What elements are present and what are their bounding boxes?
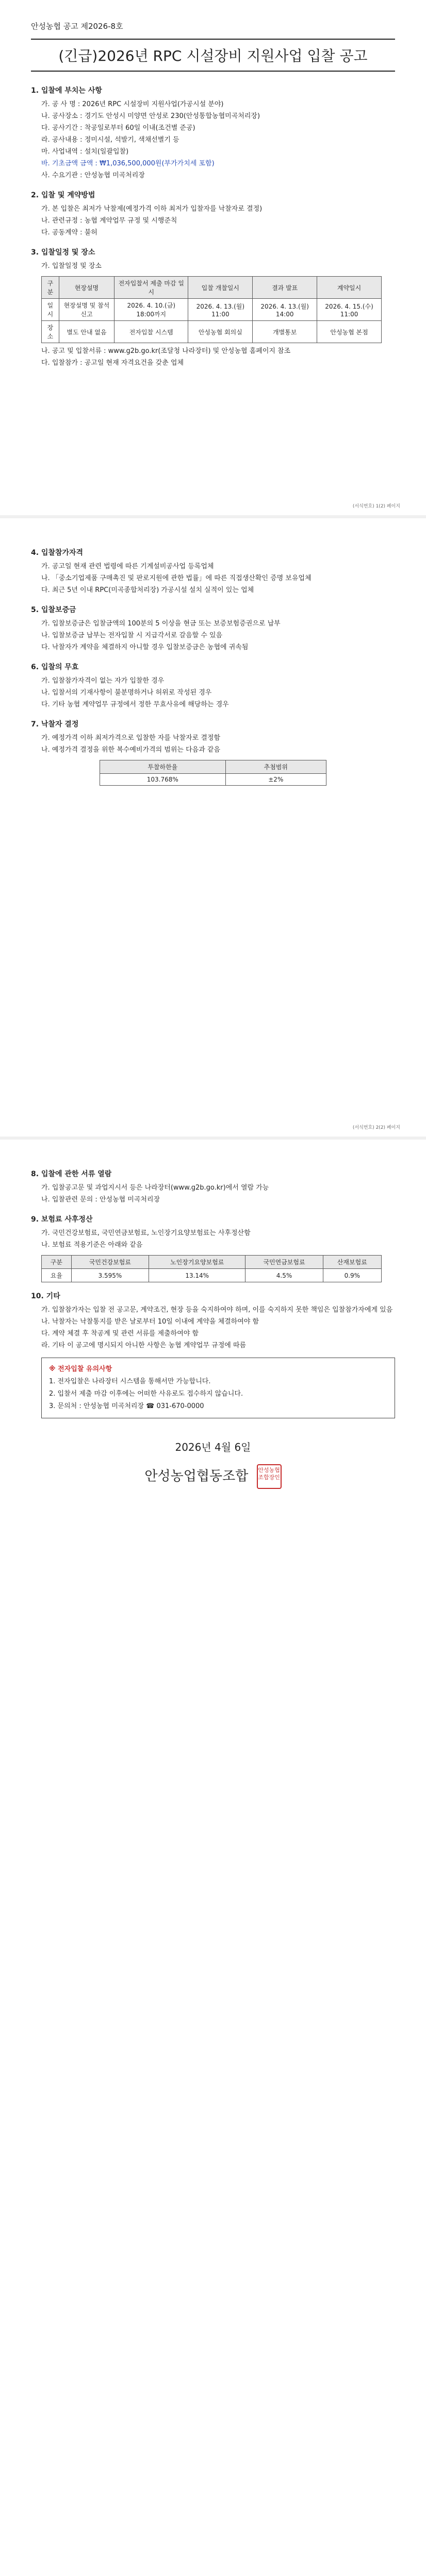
- table-cell: 103.768%: [100, 774, 226, 786]
- s1-line: 나. 공사장소 : 경기도 안성시 미양면 안성로 230(안성통합농협미곡처리장): [41, 112, 260, 120]
- s6-line: 나. 입찰서의 기재사항이 불분명하거나 허위로 작성된 경우: [41, 689, 212, 697]
- table-header: 결과 발표: [253, 277, 317, 299]
- table-header: 계약일시: [317, 277, 382, 299]
- insurance-table: [41, 1255, 382, 1282]
- table-header-row: [42, 277, 382, 299]
- table-cell: 2026. 4. 13.(월) 14:00: [253, 299, 317, 321]
- table-cell: 3.595%: [71, 1269, 149, 1282]
- s6-line: 가. 입찰참가자격이 없는 자가 입찰한 경우: [41, 677, 165, 685]
- table-row: [100, 774, 326, 786]
- s1-line: 가. 공 사 명 : 2026년 RPC 시설장비 지원사업(가공시설 분야): [41, 100, 224, 108]
- table-cell: 전자입찰 시스템: [114, 321, 188, 343]
- table-header: 산재보험료: [323, 1256, 381, 1269]
- s8-line: 가. 입찰공고문 및 과업지시서 등은 나라장터(www.g2b.go.kr)에서 열람 가능: [41, 1184, 269, 1192]
- s9-line: 가. 국민건강보험료, 국민연금보험료, 노인장기요양보험료는 사후정산함: [41, 1229, 251, 1237]
- table-header-row: [100, 760, 326, 774]
- s10-line: 라. 기타 이 공고에 명시되지 아니한 사항은 농협 계약업무 규정에 따름: [41, 1342, 247, 1349]
- s5-line: 나. 입찰보증금 납부는 전자입찰 시 지급각서로 갈음할 수 있음: [41, 632, 223, 639]
- table-cell: ±2%: [225, 774, 326, 786]
- section-10-heading: 10. 기타: [31, 1292, 60, 1300]
- notice-line: 2. 입찰서 제출 마감 이후에는 어떠한 사유로도 접수하지 않습니다.: [49, 1390, 243, 1398]
- table-cell: 안성농협 회의실: [188, 321, 253, 343]
- page-2: [0, 518, 426, 1137]
- table-cell: 0.9%: [323, 1269, 381, 1282]
- organization-name: [31, 1464, 395, 1489]
- table-cell: 별도 안내 없음: [59, 321, 114, 343]
- table-header-row: [42, 1256, 382, 1269]
- s1-line-budget: 바. 기초금액 금액 : ₩1,036,500,000원(부가가치세 포함): [41, 160, 215, 167]
- notice-title: ※ 전자입찰 유의사항: [49, 1365, 112, 1373]
- page-1: [0, 0, 426, 515]
- s4-line: 가. 공고일 현재 관련 법령에 따른 기계설비공사업 등록업체: [41, 563, 214, 570]
- table-cell: 개별통보: [253, 321, 317, 343]
- s5-line: 다. 낙찰자가 계약을 체결하지 아니할 경우 입찰보증금은 농협에 귀속됨: [41, 643, 249, 651]
- table-cell: 요율: [42, 1269, 72, 1282]
- table-cell: 일시: [42, 299, 59, 321]
- table-cell: 2026. 4. 10.(금) 18:00까지: [114, 299, 188, 321]
- table-row: [42, 299, 382, 321]
- organization-label: 안성농업협동조합: [144, 1468, 249, 1484]
- table-cell: 4.5%: [245, 1269, 323, 1282]
- section-4-heading: 4. 입찰참가자격: [31, 549, 84, 557]
- section-7-heading: 7. 낙찰자 결정: [31, 720, 79, 728]
- page-1-content: [31, 21, 395, 369]
- price-range-table: [100, 760, 326, 786]
- table-header: 구분: [42, 277, 59, 299]
- page-footer: (서식번호) 2(2) 페이지: [352, 1125, 400, 1130]
- section-3-heading: 3. 입찰일정 및 장소: [31, 248, 95, 257]
- s3-line: 나. 공고 및 입찰서류 : www.g2b.go.kr(조달청 나라장터) 및 안성농협 홈페이지 참조: [41, 347, 291, 355]
- s4-line: 다. 최근 5년 이내 RPC(미곡종합처리장) 가공시설 설치 실적이 있는 업체: [41, 586, 254, 594]
- table-header: 추첨범위: [225, 760, 326, 774]
- table-cell: 현장설명 및 참석 신고: [59, 299, 114, 321]
- s3-sub: 가. 입찰일정 및 장소: [41, 262, 102, 270]
- notice-line: 1. 전자입찰은 나라장터 시스템을 통해서만 가능합니다.: [49, 1378, 211, 1385]
- s2-line: 나. 관련규정 : 농협 계약업무 규정 및 시행준칙: [41, 217, 177, 225]
- announcement-date: 2026년 4월 6일: [175, 1441, 251, 1453]
- s10-line: 나. 낙찰자는 낙찰통지를 받은 날로부터 10일 이내에 계약을 체결하여야 함: [41, 1318, 259, 1326]
- s2-line: 가. 본 입찰은 최저가 낙찰제(예정가격 이하 최저가 입찰자를 낙찰자로 결정): [41, 205, 263, 213]
- s1-line: 다. 공사기간 : 착공일로부터 60일 이내(조건별 준공): [41, 124, 195, 132]
- page-2-content: [31, 539, 395, 790]
- table-cell: 안성농협 본점: [317, 321, 382, 343]
- section-5-heading: 5. 입찰보증금: [31, 606, 76, 614]
- s1-line: 라. 공사내용 : 정미시설, 석발기, 색채선별기 등: [41, 136, 179, 144]
- s1-line: 마. 사업내역 : 설치(일괄입찰): [41, 148, 129, 156]
- section-6-heading: 6. 입찰의 무효: [31, 663, 79, 671]
- table-header: 투찰하한율: [100, 760, 226, 774]
- notice-box: [41, 1358, 395, 1418]
- table-header: 구분: [42, 1256, 72, 1269]
- table-header: 국민건강보험료: [71, 1256, 149, 1269]
- official-seal-icon: 안성농협조합장인: [257, 1464, 282, 1489]
- page-3-content: [31, 1160, 395, 1489]
- s6-line: 다. 기타 농협 계약업무 규정에서 정한 무효사유에 해당하는 경우: [41, 701, 229, 708]
- s4-line: 나. 「중소기업제품 구매촉진 및 판로지원에 관한 법률」에 따른 직접생산확인 증명 보유업체: [41, 574, 312, 582]
- page-3: [0, 1140, 426, 2576]
- document-number: 안성농협 공고 제2026-8호: [31, 22, 123, 31]
- page-footer: (서식번호) 1(2) 페이지: [352, 504, 400, 509]
- s10-line: 다. 계약 체결 후 착공계 및 관련 서류를 제출하여야 함: [41, 1330, 199, 1337]
- table-header: 전자입찰서 제출 마감 일시: [114, 277, 188, 299]
- table-cell: 13.14%: [149, 1269, 245, 1282]
- section-2-heading: 2. 입찰 및 계약방법: [31, 191, 95, 199]
- table-row: [42, 1269, 382, 1282]
- table-header: 입찰 개찰일시: [188, 277, 253, 299]
- table-cell: 2026. 4. 15.(수) 11:00: [317, 299, 382, 321]
- s9-line: 나. 보험료 적용기준은 아래와 같음: [41, 1241, 143, 1249]
- s8-line: 나. 입찰관련 문의 : 안성농협 미곡처리장: [41, 1196, 160, 1204]
- table-row: [42, 321, 382, 343]
- schedule-table: [41, 276, 382, 343]
- table-header: 현장설명: [59, 277, 114, 299]
- table-cell: 2026. 4. 13.(월) 11:00: [188, 299, 253, 321]
- section-8-heading: 8. 입찰에 관한 서류 열람: [31, 1170, 112, 1178]
- s7-line: 가. 예정가격 이하 최저가격으로 입찰한 자를 낙찰자로 결정함: [41, 734, 221, 742]
- table-cell: 장소: [42, 321, 59, 343]
- s1-line: 사. 수요기관 : 안성농협 미곡처리장: [41, 172, 145, 179]
- section-9-heading: 9. 보험료 사후정산: [31, 1215, 93, 1224]
- s3-line: 다. 입찰참가 : 공고일 현재 자격요건을 갖춘 업체: [41, 359, 184, 367]
- s10-line: 가. 입찰참가자는 입찰 전 공고문, 계약조건, 현장 등을 숙지하여야 하며, 이를 숙지하지 못한 책임은 입찰참가자에게 있음: [41, 1306, 393, 1314]
- table-header: 노인장기요양보험료: [149, 1256, 245, 1269]
- s7-line: 나. 예정가격 결정을 위한 복수예비가격의 범위는 다음과 같음: [41, 746, 221, 754]
- section-1-heading: 1. 입찰에 부치는 사항: [31, 87, 102, 95]
- s5-line: 가. 입찰보증금은 입찰금액의 100분의 5 이상을 현금 또는 보증보험증권으로 납부: [41, 620, 281, 628]
- notice-line: 3. 문의처 : 안성농협 미곡처리장 ☎ 031-670-0000: [49, 1402, 204, 1410]
- table-header: 국민연금보험료: [245, 1256, 323, 1269]
- document-title: (긴급)2026년 RPC 시설장비 지원사업 입찰 공고: [31, 39, 395, 72]
- s2-line: 다. 공동계약 : 불허: [41, 229, 97, 236]
